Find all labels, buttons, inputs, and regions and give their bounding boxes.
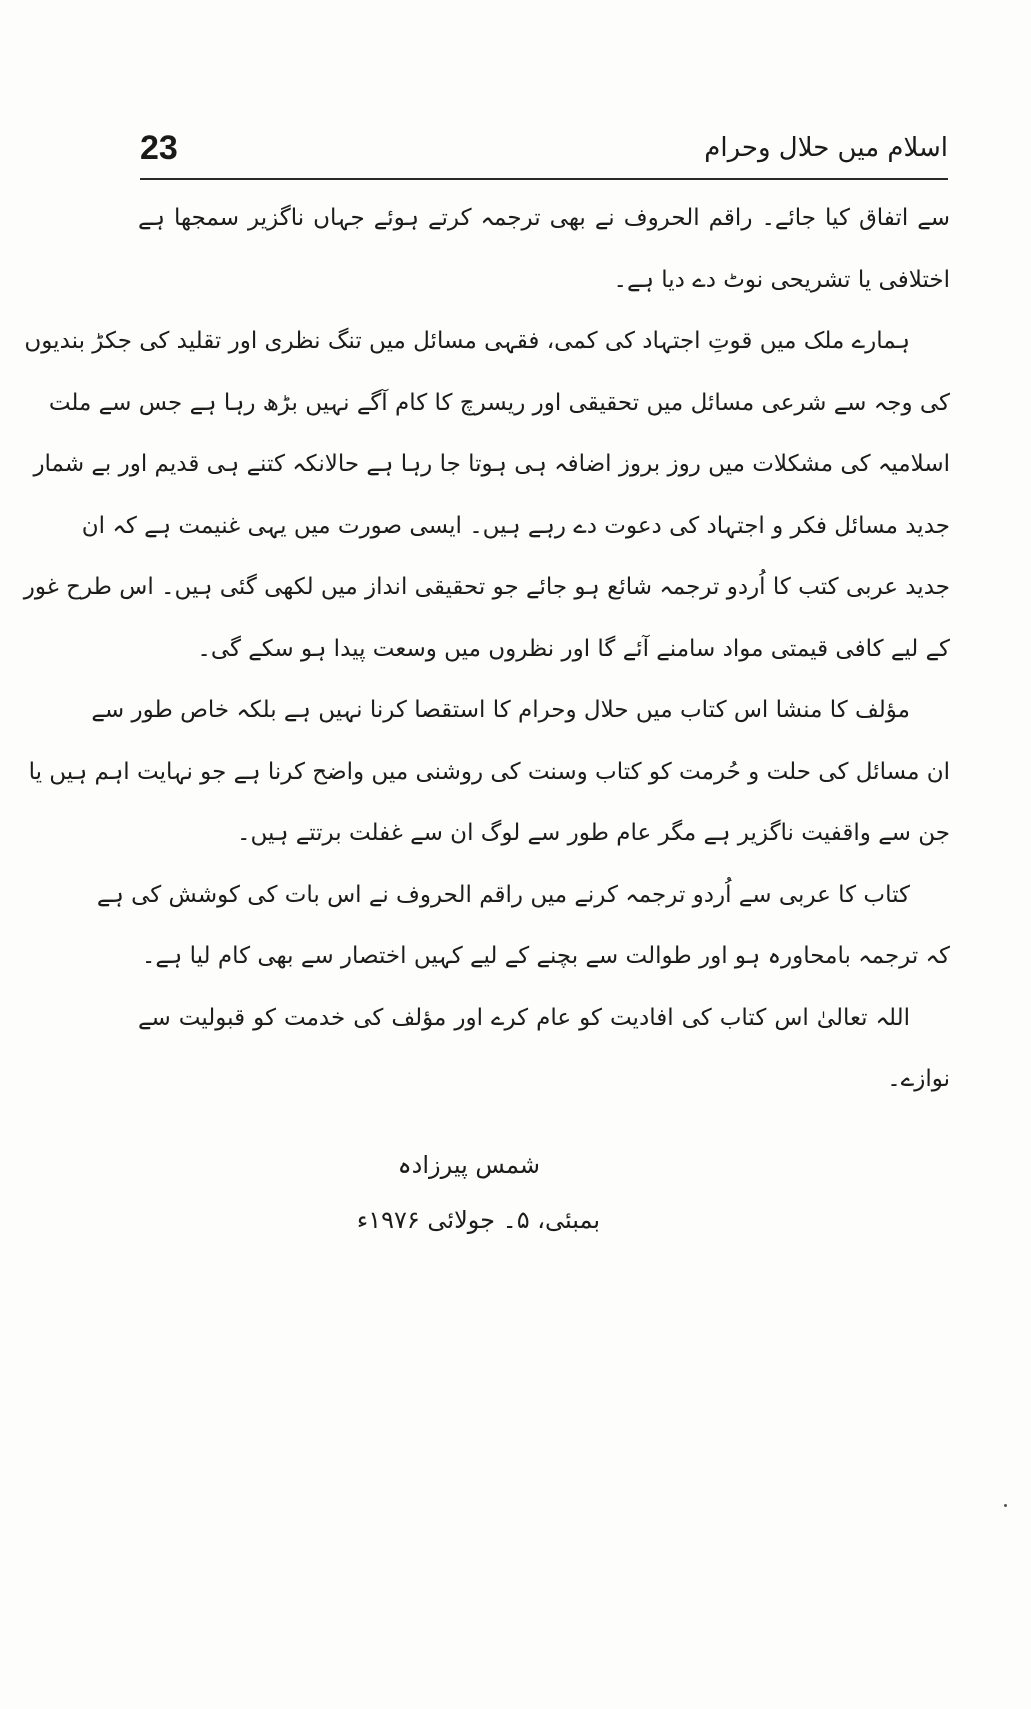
place-and-date: بمبئی، ۵۔ جولائی ۱۹۷۶ء: [356, 1206, 600, 1234]
paragraph-3: [28, 680, 950, 865]
text-line: جن سے واقفیت ناگزیر ہے مگر عام طور سے لوگ ان سے غفلت برتتے ہیں۔: [237, 820, 950, 846]
text-line: اسلامیہ کی مشکلات میں روز بروز اضافہ ہی ہوتا جا رہا ہے حالانکہ کتنے ہی قدیم اور بے شمار: [33, 451, 950, 477]
text-line: اختلافی یا تشریحی نوٹ دے دیا ہے۔: [613, 266, 950, 293]
body-text: [23, 188, 950, 1111]
scan-speck: [1004, 1504, 1007, 1507]
text-line: کے لیے کافی قیمتی مواد سامنے آئے گا اور نظروں میں وسعت پیدا ہو سکے گی۔: [197, 635, 950, 662]
text-line: نوازے۔: [887, 1066, 950, 1092]
paragraph-4: [96, 865, 950, 988]
author-name: شمس پیرزادہ: [397, 1151, 540, 1179]
text-line: ان مسائل کی حلت و حُرمت کو کتاب وسنت کی روشنی میں واضح کرنا ہے جو نہایت اہم ہیں یا: [28, 758, 950, 785]
text-line: کہ ترجمہ بامحاورہ ہو اور طوالت سے بچنے کے لیے کہیں اختصار سے بھی کام لیا ہے۔: [141, 943, 950, 969]
text-line: جدید مسائل فکر و اجتہاد کی دعوت دے رہے ہیں۔ ایسی صورت میں یہی غنیمت ہے کہ ان: [81, 512, 950, 539]
text-line: ہمارے ملک میں قوتِ اجتہاد کی کمی، فقہی مسائل میں تنگ نظری اور تقلید کی جکڑ بندیوں: [24, 328, 910, 354]
text-line: سے اتفاق کیا جائے۔ راقم الحروف نے بھی ترجمہ کرتے ہوئے جہاں ناگزیر سمجھا ہے: [138, 205, 950, 231]
text-line: جدید عربی کتب کا اُردو ترجمہ شائع ہو جائے جو تحقیقی انداز میں لکھی گئی ہیں۔ اس طرح غور: [23, 574, 950, 600]
header-rule: [140, 178, 948, 180]
paragraph-5: [138, 988, 950, 1111]
paragraph-1: [138, 188, 950, 311]
text-line: مؤلف کا منشا اس کتاب میں حلال وحرام کا استقصا کرنا نہیں ہے بلکہ خاص طور سے: [91, 697, 910, 723]
text-line: اللہ تعالیٰ اس کتاب کی افادیت کو عام کرے اور مؤلف کی خدمت کو قبولیت سے: [138, 1004, 910, 1031]
page-header: [140, 128, 948, 176]
page-number: 23: [140, 129, 178, 167]
running-title: اسلام میں حلال وحرام: [704, 133, 948, 163]
text-line: کی وجہ سے شرعی مسائل میں تحقیقی اور ریسرچ کا کام آگے نہیں بڑھ رہا ہے جس سے ملت: [48, 389, 950, 416]
paragraph-2: [23, 311, 950, 680]
text-line: کتاب کا عربی سے اُردو ترجمہ کرنے میں راقم الحروف نے اس بات کی کوشش کی ہے: [96, 881, 910, 908]
